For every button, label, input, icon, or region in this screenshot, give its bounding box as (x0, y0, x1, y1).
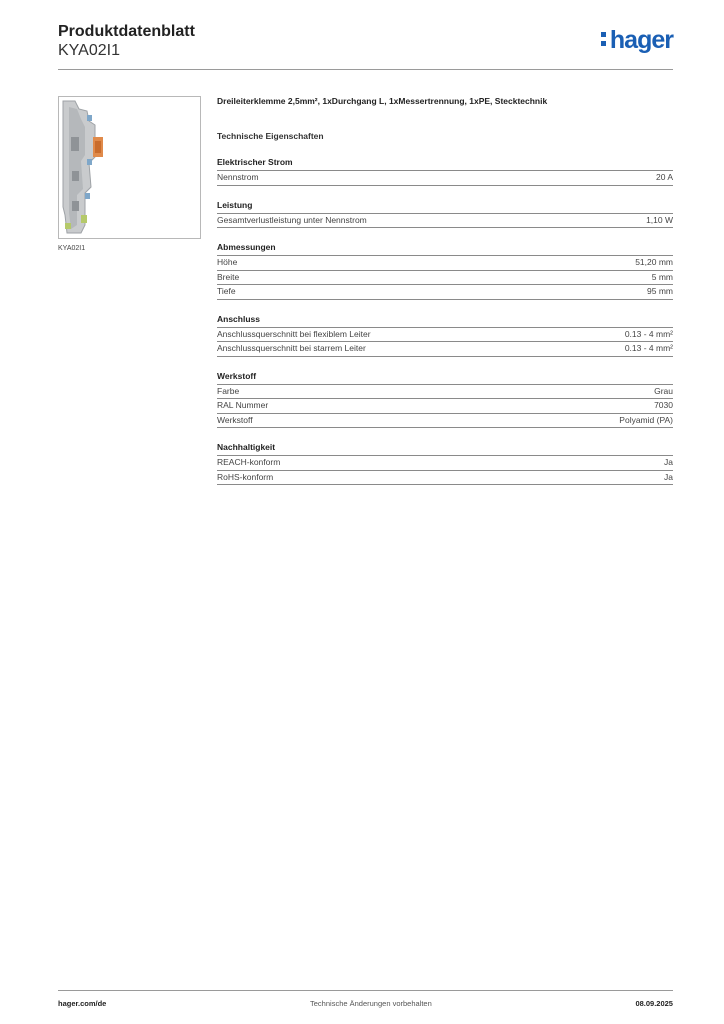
spec-value: Ja (664, 471, 673, 482)
product-details (217, 96, 673, 485)
spec-label: Nennstrom (217, 172, 259, 182)
document-footer (58, 990, 673, 1008)
logo-colon-icon (601, 32, 607, 50)
group-anschluss (217, 314, 673, 357)
spec-row (217, 342, 673, 357)
spec-label: REACH-konform (217, 457, 281, 467)
group-title: Leistung (217, 200, 673, 214)
website-link[interactable]: hager.com/de (58, 999, 107, 1008)
spec-label: Gesamtverlustleistung unter Nennstrom (217, 214, 367, 225)
spec-value: 5 mm (651, 271, 673, 282)
group-werkstoff (217, 371, 673, 429)
footer-notice: Technische Änderungen vorbehalten (310, 999, 432, 1008)
group-title: Anschluss (217, 314, 673, 328)
spec-row (217, 471, 673, 486)
spec-value: 51,20 mm (635, 257, 673, 267)
spec-value: 7030 (654, 400, 673, 410)
terminal-block-product-image (59, 97, 200, 238)
spec-label: Anschlussquerschnitt bei starrem Leiter (217, 343, 366, 353)
spec-row (217, 328, 673, 343)
group-leistung (217, 200, 673, 229)
spec-value: 1,10 W (646, 214, 673, 225)
logo-text: hager (609, 26, 673, 54)
spec-value: Polyamid (PA) (619, 414, 673, 425)
spec-label: RAL Nummer (217, 400, 269, 410)
product-code: KYA02I1 (58, 42, 120, 59)
hager-logo (601, 26, 673, 54)
spec-label: Farbe (217, 385, 240, 396)
image-caption: KYA02I1 (58, 245, 86, 252)
spec-value: Ja (664, 457, 673, 467)
spec-row (217, 456, 673, 471)
group-title: Werkstoff (217, 371, 673, 385)
footer-date: 08.09.2025 (635, 999, 673, 1008)
spec-value: 95 mm (647, 286, 673, 296)
group-elektrischer-strom (217, 157, 673, 186)
spec-value: 0.13 - 4 mm² (624, 343, 673, 353)
group-title: Nachhaltigkeit (217, 442, 673, 456)
product-image (58, 96, 201, 239)
spec-row (217, 399, 673, 414)
spec-row (217, 385, 673, 400)
spec-label: RoHS-konform (217, 471, 274, 482)
document-header (58, 22, 673, 70)
spec-label: Tiefe (217, 286, 236, 296)
group-abmessungen (217, 242, 673, 300)
product-description: Dreileiterklemme 2,5mm², 1xDurchgang L, 1xMessertrennung, 1xPE, Stecktechnik (217, 96, 548, 106)
section-heading: Technische Eigenschaften (217, 131, 324, 141)
spec-label: Anschlussquerschnitt bei flexiblem Leiter (217, 328, 371, 339)
spec-row (217, 285, 673, 300)
spec-row (217, 271, 673, 286)
spec-row (217, 414, 673, 429)
spec-row (217, 256, 673, 271)
spec-value: Grau (654, 385, 673, 396)
spec-label: Höhe (217, 257, 238, 267)
group-title: Elektrischer Strom (217, 157, 673, 171)
document-title: Produktdatenblatt (58, 23, 195, 40)
spec-label: Werkstoff (217, 414, 253, 425)
spec-value: 20 A (655, 172, 673, 182)
spec-row (217, 214, 673, 229)
spec-row (217, 171, 673, 186)
group-nachhaltigkeit (217, 442, 673, 485)
spec-label: Breite (217, 271, 240, 282)
spec-value: 0.13 - 4 mm² (624, 328, 673, 339)
group-title: Abmessungen (217, 242, 673, 256)
